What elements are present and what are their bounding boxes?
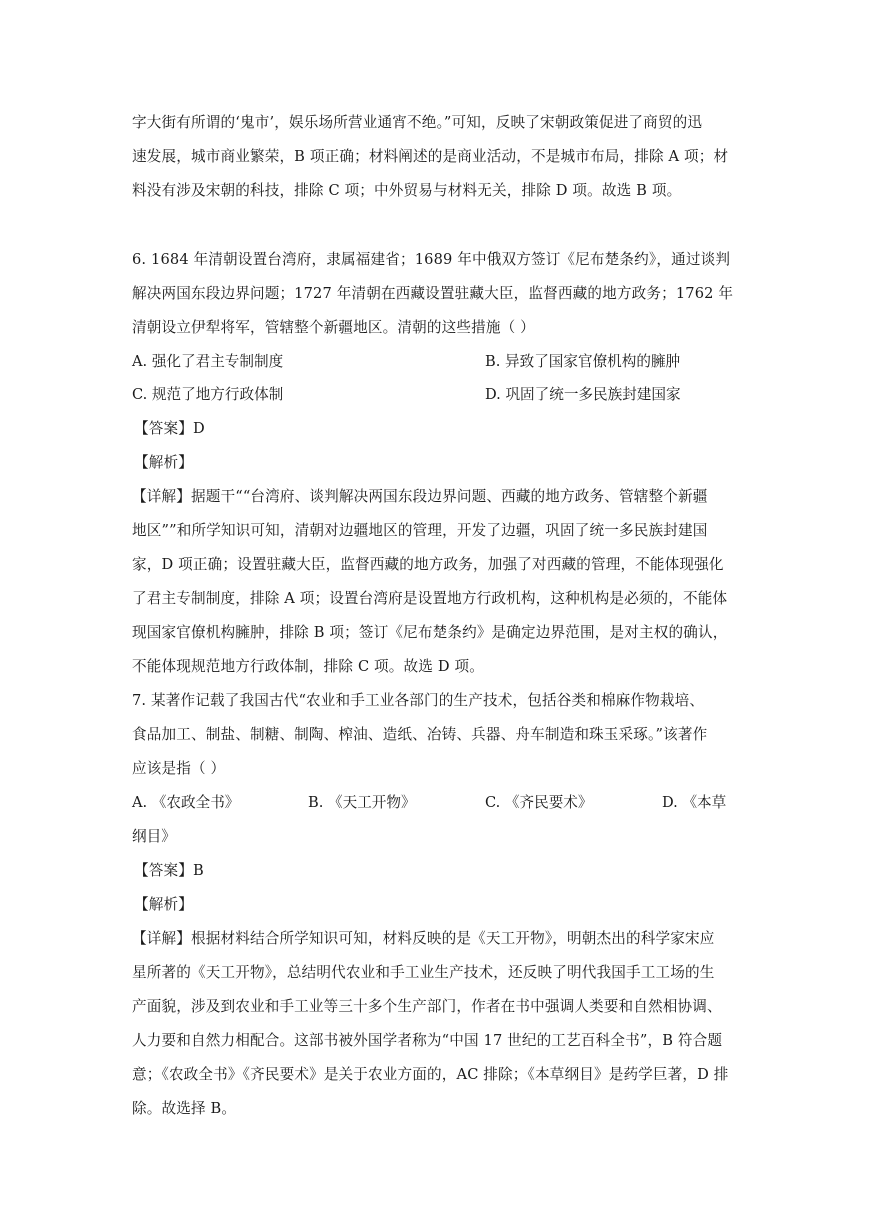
q7-option-d: D. 《本草 [662,794,727,811]
q7-stem-line: 食品加工、制盐、制糖、制陶、榨油、造纸、冶铸、兵器、舟车制造和珠玉采琢。”该著作 [132,726,708,743]
q6-detail-line: 家，D 项正确；设置驻藏大臣，监督西藏的地方政务，加强了对西藏的管理，不能体现强化 [132,556,724,573]
q6-stem-line: 解决两国东段边界问题；1727 年清朝在西藏设置驻藏大臣，监督西藏的地方政务；1762 年 [132,285,734,302]
q6-option-c: C. 规范了地方行政体制 [132,386,284,403]
q7-option-a: A. 《农政全书》 [132,794,240,811]
continued-explanation-line: 速发展，城市商业繁荣，B 项正确；材料阐述的是商业活动，不是城市布局，排除 A 项；材 [132,148,729,165]
q7-answer: 【答案】B [134,862,204,879]
q6-detail-line: 地区””和所学知识可知，清朝对边疆地区的管理，开发了边疆，巩固了统一多民族封建国 [132,522,708,539]
q7-detail-line: 意；《农政全书》《齐民要术》是关于农业方面的，AC 排除；《本草纲目》是药学巨著，D 排 [132,1066,729,1083]
q7-detail-line: 星所著的《天工开物》，总结明代农业和手工业生产技术，还反映了明代我国手工工场的生 [132,964,715,981]
q7-option-c: C. 《齐民要术》 [485,794,593,811]
q7-detail-line: 除。故选择 B。 [132,1100,237,1117]
q6-detail-line: 了君主专制制度，排除 A 项；设置台湾府是设置地方行政机构，这种机构是必须的，不能体 [132,590,728,607]
q6-option-d: D. 巩固了统一多民族封建国家 [485,386,681,403]
q7-analysis-heading: 【解析】 [134,896,193,913]
q6-option-b: B. 异致了国家官僚机构的臃肿 [485,353,681,370]
q7-detail-line: 【详解】根据材料结合所学知识可知，材料反映的是《天工开物》，明朝杰出的科学家宋应 [132,930,715,947]
q7-detail-line: 产面貌，涉及到农业和手工业等三十多个生产部门，作者在书中强调人类要和自然相协调、 [132,998,722,1015]
continued-explanation-line: 料没有涉及宋朝的科技，排除 C 项；中外贸易与材料无关，排除 D 项。故选 B 项。 [132,182,682,199]
q6-answer: 【答案】D [134,420,205,437]
q7-detail-line: 人力要和自然力相配合。这部书被外国学者称为“中国 17 世纪的工艺百科全书”，B 符合题 [132,1032,723,1049]
q6-analysis-heading: 【解析】 [134,454,193,471]
q6-stem-line: 清朝设立伊犁将军，管辖整个新疆地区。清朝的这些措施（ ） [132,319,535,336]
q7-option-b: B. 《天工开物》 [308,794,416,811]
q6-detail-line: 现国家官僚机构臃肿，排除 B 项；签订《尼布楚条约》是确定边界范围，是对主权的确认， [132,624,728,641]
q6-detail-line: 不能体现规范地方行政体制，排除 C 项。故选 D 项。 [132,658,484,675]
q7-stem-line: 应该是指（ ） [132,760,226,777]
q7-stem-line: 7. 某著作记载了我国古代“农业和手工业各部门的生产技术，包括谷类和棉麻作物栽培、 [132,692,705,709]
q7-option-d-continued: 纲目》 [132,828,176,845]
q6-option-a: A. 强化了君主专制制度 [132,353,284,370]
q6-detail-line: 【详解】据题干““台湾府、谈判解决两国东段边界问题、西藏的地方政务、管辖整个新疆 [132,488,708,505]
continued-explanation-line: 字大街有所谓的‘鬼市’，娱乐场所营业通宵不绝。”可知，反映了宋朝政策促进了商贸的迅 [132,114,703,131]
q6-stem-line: 6. 1684 年清朝设置台湾府，隶属福建省；1689 年中俄双方签订《尼布楚条约》，通过谈判 [132,251,731,268]
